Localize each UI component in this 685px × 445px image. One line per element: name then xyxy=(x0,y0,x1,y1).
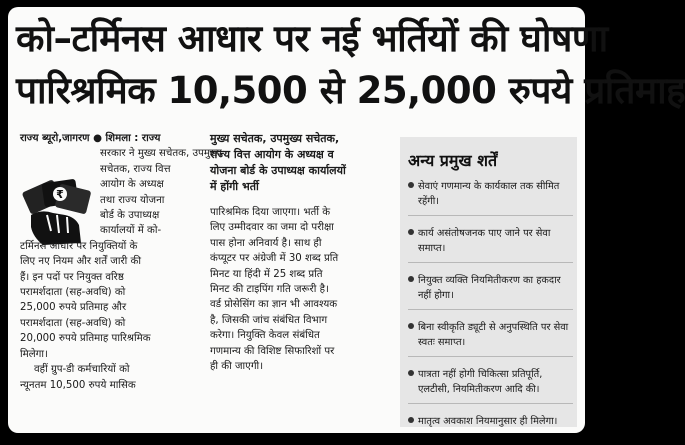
sidebar-title: अन्य प्रमुख शर्तें xyxy=(408,151,498,170)
text-line: टर्मिनस आधार पर नियुक्तियों के xyxy=(20,240,138,252)
headline-line-1: को–टर्मिनस आधार पर नई भर्तियों की घोषणा xyxy=(16,17,608,60)
sidebar-box xyxy=(400,137,577,427)
list-item-text: सेवाएं गणमान्य के कार्यकाल तक सीमित रहेंगी। xyxy=(418,181,560,207)
list-item-text: कार्य असंतोषजनक पाए जाने पर सेवा समाप्त। xyxy=(418,228,551,254)
bullet-icon xyxy=(408,229,414,235)
text-line: पारिश्रमिक दिया जाएगा। भर्ती के xyxy=(210,207,331,218)
list-item xyxy=(408,414,573,435)
text-line: वहीं ग्रुप-डी कर्मचारियों को xyxy=(34,364,130,376)
subheading-line: राज्य वित्त आयोग के अध्यक्ष व xyxy=(210,148,334,161)
list-item-text: नियुक्त व्यक्ति नियमितीकरण का हकदार नहीं होगा। xyxy=(418,275,561,301)
text-line: मिनट या हिंदी में 25 शब्द प्रति xyxy=(210,268,323,280)
text-line: परामर्शदाता (सह-अवधि) को xyxy=(20,317,126,329)
text-line: आयोग के अध्यक्ष xyxy=(100,179,164,191)
svg-text:₹: ₹ xyxy=(56,188,64,201)
text-line: बोर्ड के उपाध्यक्ष xyxy=(100,210,160,222)
text-line: तथा राज्य योजना xyxy=(100,194,165,206)
text-line: करेगा। नियुक्ति केवल संबंधित xyxy=(210,330,320,342)
bullet-icon xyxy=(408,276,414,282)
list-item-text: पात्रता नहीं होगी चिकित्सा प्रतिपूर्ति, एलटीसी, नियमितीकरण आदि की। xyxy=(418,369,543,395)
text-line: सरकार ने मुख्य सचेतक, उपमुख्य xyxy=(100,148,222,160)
text-line: पास होना अनिवार्य है। साथ ही xyxy=(210,237,322,249)
list-item-text: बिना स्वीकृति ड्यूटी से अनुपस्थिति पर सेवा स्वतः समाप्त। xyxy=(418,322,569,348)
list-item xyxy=(408,179,573,216)
subheading-line: में होंगी भर्ती xyxy=(210,180,259,193)
dateline: राज्य ब्यूरो,जागरण ● शिमला : राज्य xyxy=(20,133,161,144)
text-line: मिनट की टाइपिंग गति जरूरी है। xyxy=(210,284,329,296)
text-line: सचेतक, राज्य वित्त xyxy=(100,163,171,175)
list-item xyxy=(408,273,573,310)
text-line: हैं। इन पदों पर नियुक्त वरिष्ठ xyxy=(20,271,124,283)
bullet-icon xyxy=(408,323,414,329)
text-line: गणमान्य की विशिष्ट सिफारिशों पर xyxy=(210,345,335,357)
text-line: वर्ड प्रोसेसिंग का ज्ञान भी आवश्यक xyxy=(210,299,338,311)
text-line: 20,000 रुपये प्रतिमाह पारिश्रमिक xyxy=(20,333,151,345)
text-line: मिलेगा। xyxy=(20,348,48,360)
bullet-icon xyxy=(408,370,414,376)
list-item xyxy=(408,226,573,263)
text-line: है, जिसकी जांच संबंधित विभाग xyxy=(210,314,328,326)
article-column-1 xyxy=(20,131,222,393)
article-column-2 xyxy=(210,131,392,374)
sidebar-list xyxy=(408,179,573,445)
newspaper-clipping xyxy=(8,7,685,433)
list-item xyxy=(408,367,573,404)
text-line: 25,000 रुपये प्रतिमाह और xyxy=(20,302,127,314)
subheading-line: योजना बोर्ड के उपाध्यक्ष कार्यालयों xyxy=(210,164,346,177)
text-line: न्यूनतम 10,500 रुपये मासिक xyxy=(20,379,136,391)
text-line: परामर्शदाता (सह-अवधि) को xyxy=(20,287,126,299)
bullet-icon xyxy=(408,182,414,188)
list-item-text: मातृत्व अवकाश नियमानुसार ही मिलेगा। xyxy=(418,416,558,427)
text-line: कार्यालयों में को- xyxy=(100,225,162,237)
text-line: कंप्यूटर पर अंग्रेजी में 30 शब्द प्रति xyxy=(210,253,339,265)
text-line: लिए नए नियम और शर्तें जारी की xyxy=(20,256,141,268)
text-line: लिए उम्मीदवार का जमा दो परीक्षा xyxy=(210,222,334,234)
headline-line-2: पारिश्रमिक 10,500 से 25,000 रुपये प्रतिमाह xyxy=(16,69,685,112)
list-item xyxy=(408,320,573,357)
subheading xyxy=(210,131,392,195)
bullet-icon xyxy=(408,417,414,423)
text-line: ही की जाएगी। xyxy=(210,361,264,373)
subheading-line: मुख्य सचेतक, उपमुख्य सचेतक, xyxy=(210,132,340,145)
